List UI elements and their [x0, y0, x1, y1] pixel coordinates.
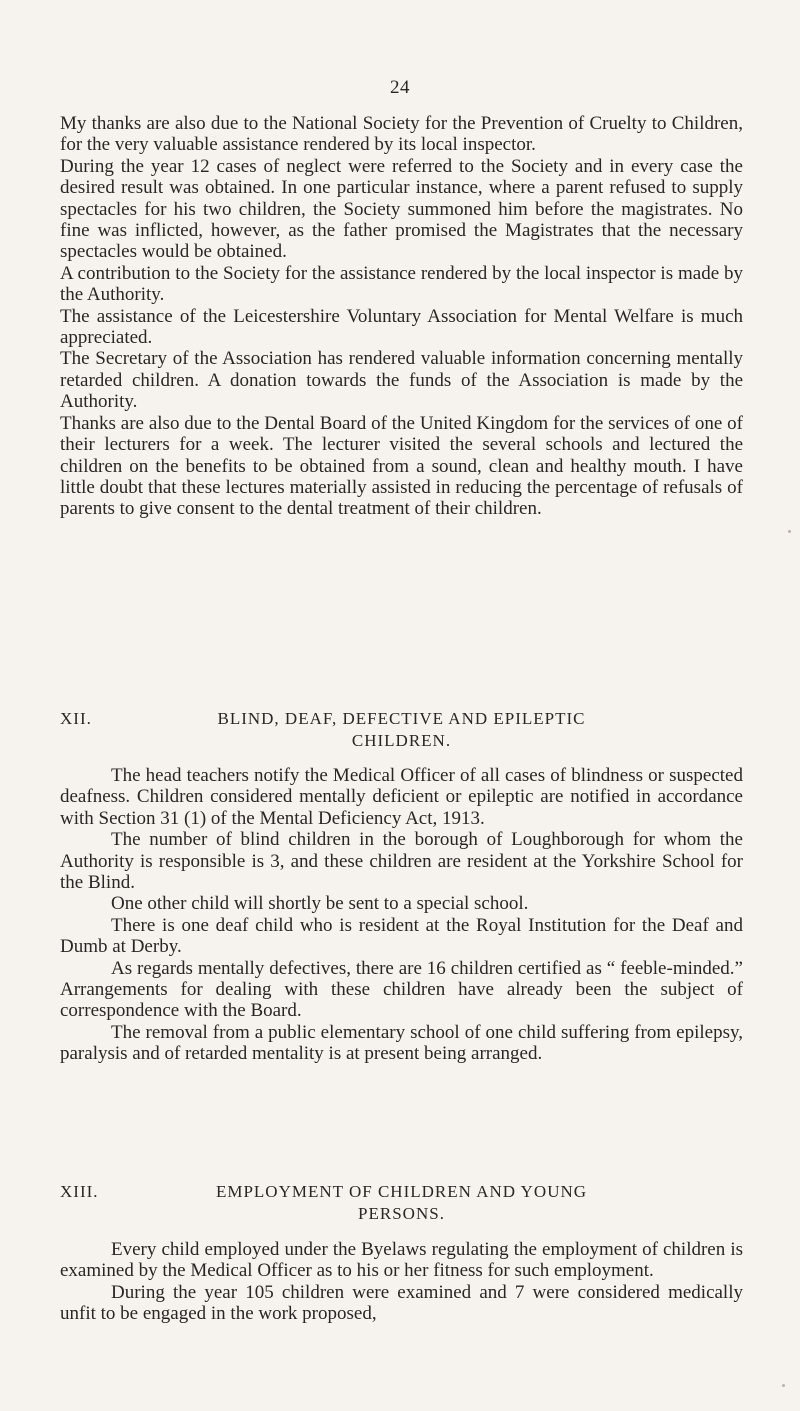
paragraph-neglect-cases: During the year 12 cases of neglect were referred to the Society and in every case the desired result was obtained. In one particular instance, where a parent refused to supply spectacles for his two children, the Society summoned him before the magistrates. No fine was inflicted, however, as the father promised the Magistrates that the necessary spectacles would be obtained. [60, 155, 743, 263]
paper-speck [782, 1384, 785, 1387]
paragraph-association-secretary: The Secretary of the Association has rendered valuable information concerning mentally retarded children. A donation towards the funds of the Association is made by the Authority. [60, 348, 743, 413]
paragraph-special-school: One other child will shortly be sent to a special school. [111, 893, 529, 915]
paragraph-blind-children: The number of blind children in the borough of Loughborough for whom the Authority is responsible is 3, and these children are resident at the Yorkshire School for the Blind. [60, 829, 743, 894]
paragraph-deaf-child: There is one deaf child who is resident at the Royal Institution for the Deaf and Dumb at Derby. [60, 914, 743, 958]
paper-speck [788, 530, 791, 533]
section-xiii-heading [60, 1181, 743, 1225]
section-xii-title-line2: CHILDREN. [351, 731, 452, 750]
section-xiii-title-line1: EMPLOYMENT OF CHILDREN AND YOUNG [215, 1182, 588, 1201]
paragraph-nspcc-thanks: My thanks are also due to the National Society for the Prevention of Cruelty to Children, for the very valuable assistance rendered by its local inspector. [60, 113, 743, 156]
section-xii-body [60, 765, 743, 1065]
paragraph-notification: The head teachers notify the Medical Officer of all cases of blindness or suspected deafness. Children considered mentally deficient or epileptic are notified in accordance with Section 31 (1) of the Mental Deficiency Act, 1913. [60, 765, 743, 829]
paragraph-mental-welfare: The assistance of the Leicestershire Voluntary Association for Mental Welfare is much appreciated. [60, 305, 743, 349]
section-xii-number: XII. [60, 709, 92, 728]
paragraph-mental-defectives: As regards mentally defectives, there are 16 children certified as “ feeble-minded.” Arrangements for dealing with these children have already been the subject of correspondence with the Board. [60, 957, 743, 1022]
section-xii-heading [60, 708, 743, 752]
paragraph-epilepsy-removal: The removal from a public elementary school of one child suffering from epilepsy, paralysis and of retarded mentality is at present being arranged. [60, 1021, 743, 1065]
paragraph-society-contribution: A contribution to the Society for the assistance rendered by the local inspector is made by the Authority. [60, 262, 743, 306]
paragraph-children-examined: During the year 105 children were examined and 7 were considered medically unfit to be engaged in the work proposed, [60, 1281, 743, 1325]
page-number: 24 [390, 77, 410, 98]
paragraph-dental-board: Thanks are also due to the Dental Board of the United Kingdom for the services of one of their lecturers for a week. The lecturer visited the several schools and lectured the children on the benefits to be obtained from a sound, clean and healthy mouth. I have little doubt that these lectures materially assisted in reducing the percentage of refusals of parents to give consent to the dental treatment of their children. [60, 412, 743, 520]
section-xiii-title-line2: PERSONS. [358, 1204, 445, 1223]
section-xii-title-line1: BLIND, DEAF, DEFECTIVE AND EPILEPTIC [217, 709, 586, 728]
section-xiii-body [60, 1239, 743, 1325]
opening-paragraphs [60, 113, 743, 520]
paragraph-byelaws-examination: Every child employed under the Byelaws regulating the employment of children is examined by the Medical Officer as to his or her fitness for such employment. [60, 1239, 743, 1282]
section-xiii-number: XIII. [60, 1182, 99, 1201]
